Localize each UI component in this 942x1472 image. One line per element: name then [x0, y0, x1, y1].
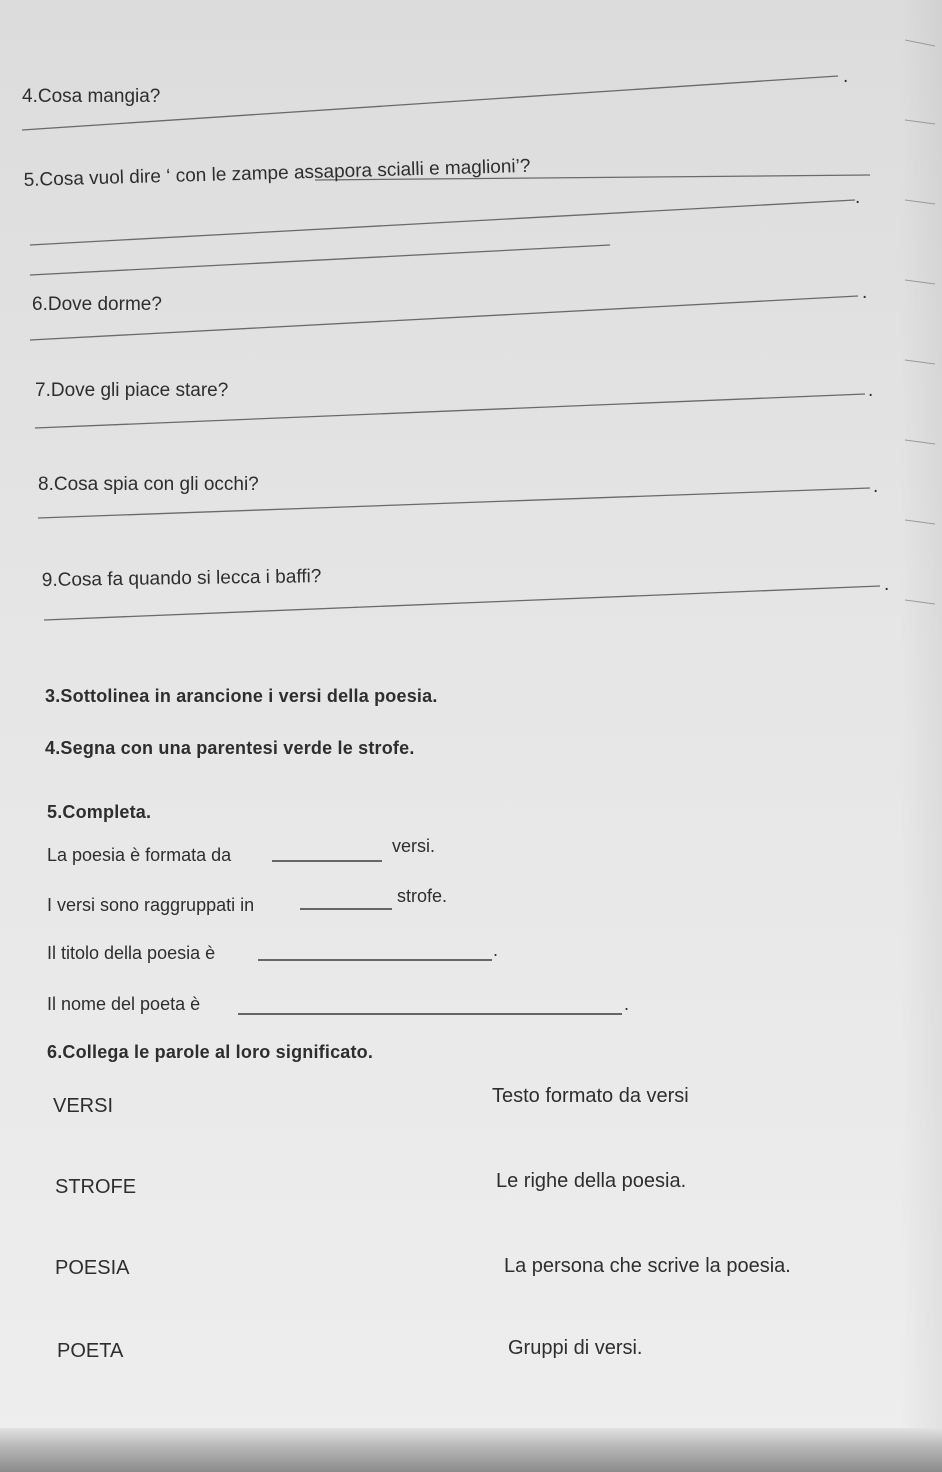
question-7-text: 7.Dove gli piace stare?	[35, 380, 229, 401]
term-versi: VERSI	[53, 1095, 114, 1117]
definition-1: Testo formato da versi	[492, 1085, 689, 1107]
question-6-text: 6.Dove dorme?	[32, 294, 162, 315]
question-8	[38, 474, 259, 496]
answer-end-dot-q4: .	[843, 66, 849, 87]
question-9	[42, 566, 322, 592]
term-strofe: STROFE	[55, 1176, 137, 1198]
definition-4: Gruppi di versi.	[508, 1337, 643, 1359]
fill-verses-suffix: versi.	[392, 836, 436, 856]
instruction-complete: 5.Completa.	[47, 802, 152, 822]
fill-title-suffix: .	[493, 940, 499, 960]
answer-end-dot-q7: .	[868, 380, 874, 401]
matching-heading: 6.Collega le parole al loro significato.	[47, 1042, 374, 1062]
answer-end-dot-q6: .	[862, 282, 868, 303]
fill-stanzas-suffix: strofe.	[397, 886, 448, 906]
answer-end-dot-q9: .	[884, 574, 890, 595]
question-6	[32, 294, 162, 316]
bottom-shadow	[0, 1428, 942, 1472]
question-8-text: 8.Cosa spia con gli occhi?	[38, 474, 259, 495]
answer-line-q5c	[30, 245, 610, 275]
question-4	[22, 86, 160, 108]
instruction-underline: 3.Sottolinea in arancione i versi della poesia.	[45, 686, 438, 706]
margin-marks	[905, 40, 935, 604]
fill-poet-prefix: Il nome del poeta è	[47, 994, 201, 1014]
fill-verses-prefix: La poesia è formata da	[47, 845, 232, 865]
question-7	[35, 380, 228, 402]
question-4-text: 4.Cosa mangia?	[22, 86, 161, 107]
answer-line-q9	[44, 586, 880, 620]
fill-poet-suffix: .	[624, 994, 630, 1014]
answer-end-dot-q5: .	[855, 187, 861, 208]
answer-line-q5b	[30, 200, 855, 245]
question-9-text: 9.Cosa fa quando si lecca i baffi?	[41, 566, 322, 592]
instruction-brackets: 4.Segna con una parentesi verde le strofe.	[45, 738, 415, 758]
fill-stanzas-prefix: I versi sono raggruppati in	[47, 895, 255, 915]
definition-3: La persona che scrive la poesia.	[504, 1255, 791, 1277]
term-poesia: POESIA	[55, 1257, 130, 1279]
answer-end-dot-q8: .	[873, 476, 879, 497]
question-5-text: 5.Cosa vuol dire ‘ con le zampe assapora scialli e maglioni’?	[23, 155, 531, 192]
term-poeta: POETA	[57, 1340, 124, 1362]
fill-title-prefix: Il titolo della poesia è	[47, 943, 216, 963]
definition-2: Le righe della poesia.	[496, 1170, 687, 1192]
